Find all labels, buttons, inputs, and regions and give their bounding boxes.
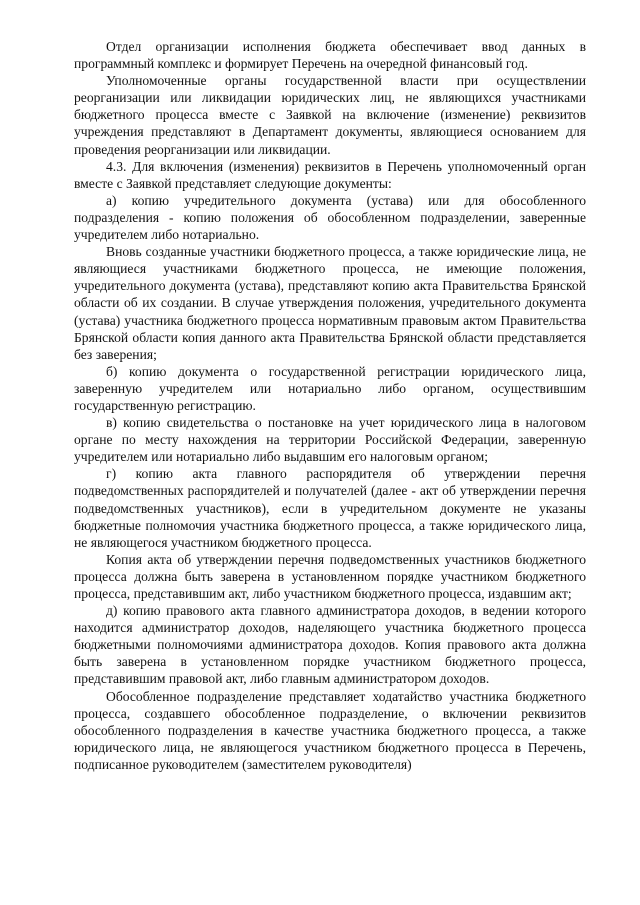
paragraph-section-4-3: 4.3. Для включения (изменения) реквизитов в Перечень уполномоченный орган вместе с Заявкой представляет следующие документы: (74, 158, 586, 191)
paragraph-item-g: г) копию акта главного распорядителя об утверждении перечня подведомственных распорядителей и получателей (далее - акт об утверждении перечня подведомственных участников), если в учредительном документе не указаны бюджетные полномочия участника бюджетного процесса, а также юридического лица, не являющегося участником бюджетного процесса. (74, 466, 586, 550)
paragraph-item-b: б) копию документа о государственной регистрации юридического лица, заверенную учредителем или нотариально либо органом, осуществившим государственную регистрацию. (74, 363, 586, 413)
paragraph-item-v: в) копию свидетельства о постановке на учет юридического лица в налоговом органе по месту нахождения на территории Российской Федерации, заверенную учредителем или нотариально либо выдавшим его налоговым органом; (74, 415, 586, 465)
paragraph-item-a: а) копию учредительного документа (устава) или для обособленного подразделения - копию положения об обособленном подразделении, заверенные учредителем либо нотариально. (74, 192, 586, 243)
paragraph-separate-division: Обособленное подразделение представляет ходатайство участника бюджетного процесса, создавшего обособленное подразделение, о включении реквизитов обособленного подразделения в качестве участника бюджетного процесса, а также юридического лица, не являющегося участником бюджетного процесса в Перечень, подписанное руководителем (заместителем руководителя) (74, 688, 586, 772)
paragraph-data-entry: Отдел организации исполнения бюджета обеспечивает ввод данных в программный комплекс и формирует Перечень на очередной финансовый год. (74, 39, 586, 72)
paragraph-act-copy: Копия акта об утверждении перечня подведомственных участников бюджетного процесса должна быть заверена в установленном порядке участником бюджетного процесса, представившим акт, либо участником бюджетного процесса, издавшим акт; (74, 551, 586, 601)
paragraph-reorganization: Уполномоченные органы государственной власти при осуществлении реорганизации или ликвидации юридических лиц, не являющихся участниками бюджетного процесса вместе с Заявкой на включение (изменение) реквизитов учреждения представляют в Департамент документы, являющиеся основанием для проведения реорганизации или ликвидации. (74, 73, 586, 157)
paragraph-item-d: д) копию правового акта главного администратора доходов, в ведении которого находится администратор доходов, наделяющего участника бюджетного процесса бюджетными полномочиями администратора доходов. Копия правового акта должна быть заверена в установленном порядке участником бюджетного процесса, представившим правовой акт, либо главным администратором доходов. (74, 603, 586, 687)
paragraph-new-participants: Вновь созданные участники бюджетного процесса, а также юридические лица, не являющиеся участниками бюджетного процесса, не имеющие положения, учредительного документа (устава), представляют копию акта Правительства Брянской области об их создании. В случае утверждения положения, учредительного документа (устава) участника бюджетного процесса нормативным правовым актом Правительства Брянской области копия данного акта Правительства Брянской области представляется без заверения; (74, 244, 586, 362)
document-page (74, 38, 586, 773)
